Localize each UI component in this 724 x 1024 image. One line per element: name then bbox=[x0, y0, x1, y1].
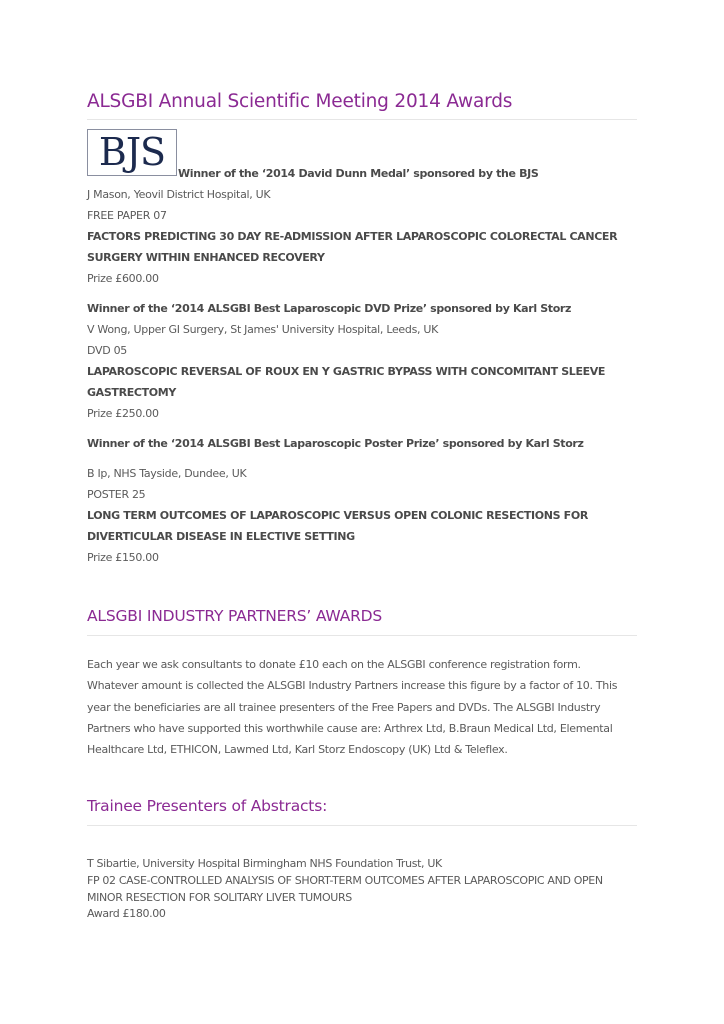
award-prize: Prize £600.00 bbox=[87, 272, 159, 285]
award-code: FREE PAPER 07 bbox=[87, 209, 167, 222]
industry-divider bbox=[87, 635, 637, 636]
award-person: V Wong, Upper GI Surgery, St James' University Hospital, Leeds, UK bbox=[87, 323, 439, 336]
trainee-abstract-line: MINOR RESECTION FOR SOLITARY LIVER TUMOURS bbox=[87, 891, 352, 904]
paragraph-line: Partners who have supported this worthwhile cause are: Arthrex Ltd, B.Braun Medical Ltd, Elemental bbox=[87, 721, 613, 735]
award-prize: Prize £150.00 bbox=[87, 551, 159, 564]
award-title-line: LAPAROSCOPIC REVERSAL OF ROUX EN Y GASTRIC BYPASS WITH CONCOMITANT SLEEVE bbox=[87, 365, 606, 378]
award-person: B Ip, NHS Tayside, Dundee, UK bbox=[87, 467, 247, 480]
award-winner-heading: Winner of the ‘2014 ALSGBI Best Laparoscopic Poster Prize’ sponsored by Karl Storz bbox=[87, 437, 584, 450]
trainee-divider bbox=[87, 825, 637, 826]
paragraph-line: Healthcare Ltd, ETHICON, Lawmed Ltd, Karl Storz Endoscopy (UK) Ltd & Teleflex. bbox=[87, 743, 508, 757]
title-divider bbox=[87, 119, 637, 120]
award-title-line: FACTORS PREDICTING 30 DAY RE-ADMISSION AFTER LAPAROSCOPIC COLORECTAL CANCER bbox=[87, 230, 618, 243]
award-winner-heading: Winner of the ‘2014 David Dunn Medal’ sponsored by the BJS bbox=[178, 167, 539, 180]
industry-paragraph bbox=[87, 654, 637, 760]
page-title: ALSGBI Annual Scientific Meeting 2014 Awards bbox=[87, 91, 513, 112]
award-code: DVD 05 bbox=[87, 344, 127, 357]
paragraph-line: Whatever amount is collected the ALSGBI Industry Partners increase this figure by a factor of 10. This bbox=[87, 679, 618, 693]
award-prize: Prize £250.00 bbox=[87, 407, 159, 420]
award-title-line: GASTRECTOMY bbox=[87, 386, 176, 399]
paragraph-line: Each year we ask consultants to donate £10 each on the ALSGBI conference registration form. bbox=[87, 658, 581, 671]
trainee-abstract-line: FP 02 CASE-CONTROLLED ANALYSIS OF SHORT-TERM OUTCOMES AFTER LAPAROSCOPIC AND OPEN bbox=[87, 874, 603, 887]
trainee-award: Award £180.00 bbox=[87, 907, 166, 920]
industry-heading: ALSGBI INDUSTRY PARTNERS’ AWARDS bbox=[87, 607, 383, 625]
trainee-person: T Sibartie, University Hospital Birmingham NHS Foundation Trust, UK bbox=[87, 857, 442, 870]
award-title-line: SURGERY WITHIN ENHANCED RECOVERY bbox=[87, 251, 325, 264]
award-code: POSTER 25 bbox=[87, 488, 146, 501]
award-title-line: LONG TERM OUTCOMES OF LAPAROSCOPIC VERSUS OPEN COLONIC RESECTIONS FOR bbox=[87, 509, 588, 522]
award-title-line: DIVERTICULAR DISEASE IN ELECTIVE SETTING bbox=[87, 530, 355, 543]
trainee-heading: Trainee Presenters of Abstracts: bbox=[87, 797, 328, 815]
bjs-logo: BJS bbox=[87, 129, 177, 176]
paragraph-line: year the beneficiaries are all trainee presenters of the Free Papers and DVDs. The ALSGBI Industry bbox=[87, 700, 601, 714]
award-winner-heading: Winner of the ‘2014 ALSGBI Best Laparoscopic DVD Prize’ sponsored by Karl Storz bbox=[87, 302, 572, 315]
award-person: J Mason, Yeovil District Hospital, UK bbox=[87, 188, 271, 201]
